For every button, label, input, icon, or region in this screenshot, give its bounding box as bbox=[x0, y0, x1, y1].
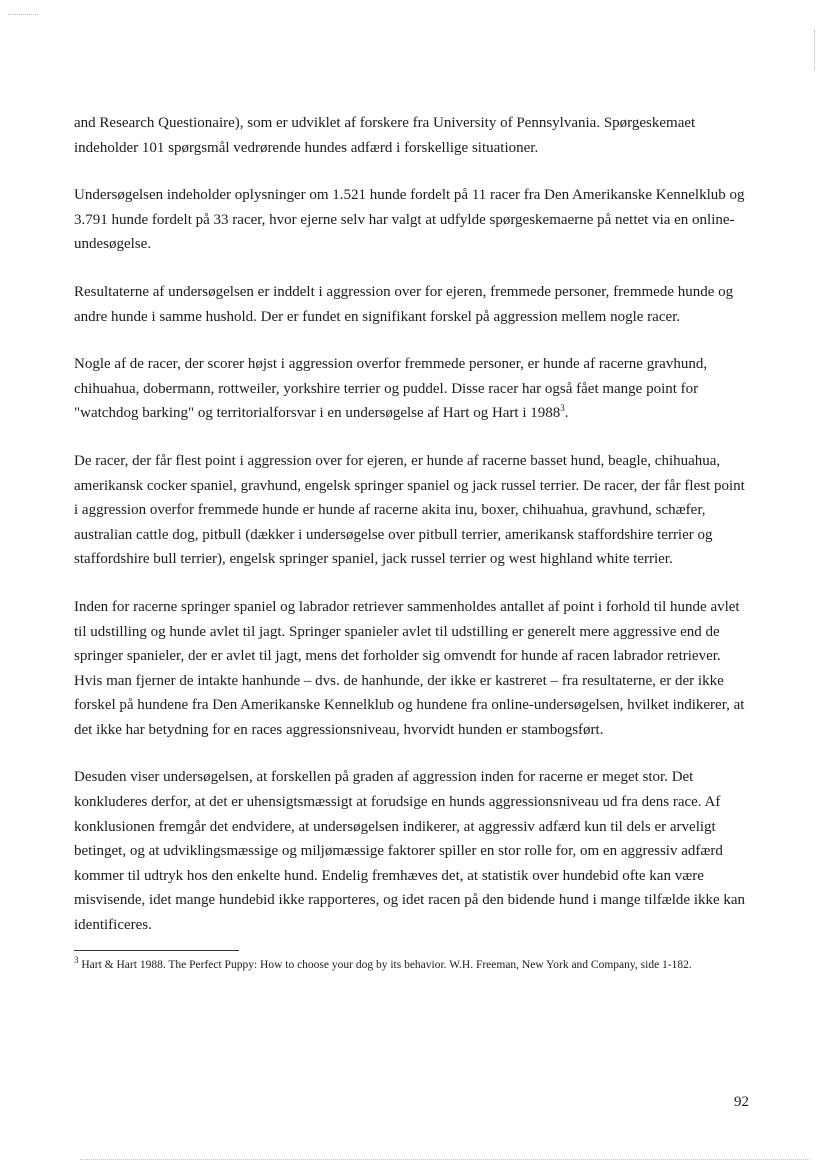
page-body bbox=[74, 111, 746, 974]
footnote-text: Hart & Hart 1988. The Perfect Puppy: How to choose your dog by its behavior. W.H. Freeman, New York and Company, side 1-182. bbox=[78, 958, 692, 971]
scan-artifact-top bbox=[8, 14, 38, 16]
paragraph-stranger-aggression bbox=[74, 352, 746, 426]
paragraph-owner-aggression: De racer, der får flest point i aggression over for ejeren, er hunde af racerne basset hund, beagle, chihuahua, amerikansk cocker spaniel, gravhund, engelsk springer spaniel og jack russel terrier. De racer, der får flest point i aggression overfor fremmede hunde er hunde af racerne akita inu, boxer, chihuahua, gravhund, schæfer, australian cattle dog, pitbull (dækker i undersøgelse over pitbull terrier, amerikansk staffordshire terrier og staffordshire bull terrier), engelsk springer spaniel, jack russel terrier og west highland white terrier. bbox=[74, 452, 745, 568]
paragraph-results-overview: Resultaterne af undersøgelsen er inddelt i aggression over for ejeren, fremmede personer, fremmede hunde og andre hunde i samme hushold. Der er fundet en signifikant forskel på aggression mellem nogle racer. bbox=[74, 283, 734, 325]
paragraph-conclusion: Desuden viser undersøgelsen, at forskellen på graden af aggression inden for racerne er meget stor. Det konkluderes derfor, at det er uhensigtsmæssigt at forudsige en hunds aggressionsniveau ud fra dens race. Af konklusionen fremgår det endvidere, at undersøgelsen indikerer, at aggressiv adfærd kun til dels er arveligt betinget, og at udviklingsmæssige og miljømæssige faktorer spiller en stor rolle for, om en aggressiv adfærd kommer til udtryk hos den enkelte hund. Endelig fremhæves det, at statistik over hundebid ofte kan være misvisende, idet mange hundebid ikke rapporteres, og idet racen på den bidende hund i mange tilfælde ikke kan identificeres. bbox=[74, 769, 746, 934]
paragraph-questionnaire: and Research Questionaire), som er udviklet af forskere fra University of Pennsylvania. Spørgeskemaet indeholder 101 spørgsmål vedrørende hundes adfærd i forskellige situationer. bbox=[74, 115, 696, 156]
scan-artifact-right bbox=[814, 30, 816, 70]
paragraph-study-population: Undersøgelsen indeholder oplysninger om 1.521 hunde fordelt på 11 racer fra Den Amerikanske Kennelklub og 3.791 hunde fordelt på 33 racer, hvor ejerne selv har valgt at udfylde spørgeskemaerne på nettet via en online-undesøgelse. bbox=[74, 187, 745, 253]
footnote-reference: 3 bbox=[560, 403, 565, 414]
footnote bbox=[74, 954, 746, 974]
paragraph-text: Nogle af de racer, der scorer højst i aggression overfor fremmede personer, er hunde af racerne gravhund, chihuahua, dobermann, rottweiler, yorkshire terrier og puddel. Disse racer har også fået mange point for "watchdog barking" og territorialforsvar i en undersøgelse af Hart og Hart i 1988 bbox=[74, 356, 708, 422]
page-number: 92 bbox=[734, 1094, 749, 1110]
footnote-marker: 3 bbox=[74, 954, 79, 965]
paragraph-end: . bbox=[564, 405, 569, 422]
scan-artifact-bottom bbox=[80, 1159, 810, 1161]
footnote-divider bbox=[74, 950, 239, 951]
paragraph-show-vs-field: Inden for racerne springer spaniel og labrador retriever sammenholdes antallet af point i forhold til hunde avlet til udstilling og hunde avlet til jagt. Springer spanieler avlet til udstilling er generelt mere aggressive end de springer spanieler, der er avlet til jagt, mens det forholder sig omvendt for hunde af racen labrador retriever. Hvis man fjerner de intakte hanhunde – dvs. de hanhunde, der ikke er kastreret – fra resultaterne, er der ikke forskel på hundene fra Den Amerikanske Kennelklub og hundene fra online-undersøgelsen, hvilket indikerer, at det ikke har betydning for en races aggressionsniveau, hvorvidt hunden er stambogsført. bbox=[74, 598, 745, 738]
